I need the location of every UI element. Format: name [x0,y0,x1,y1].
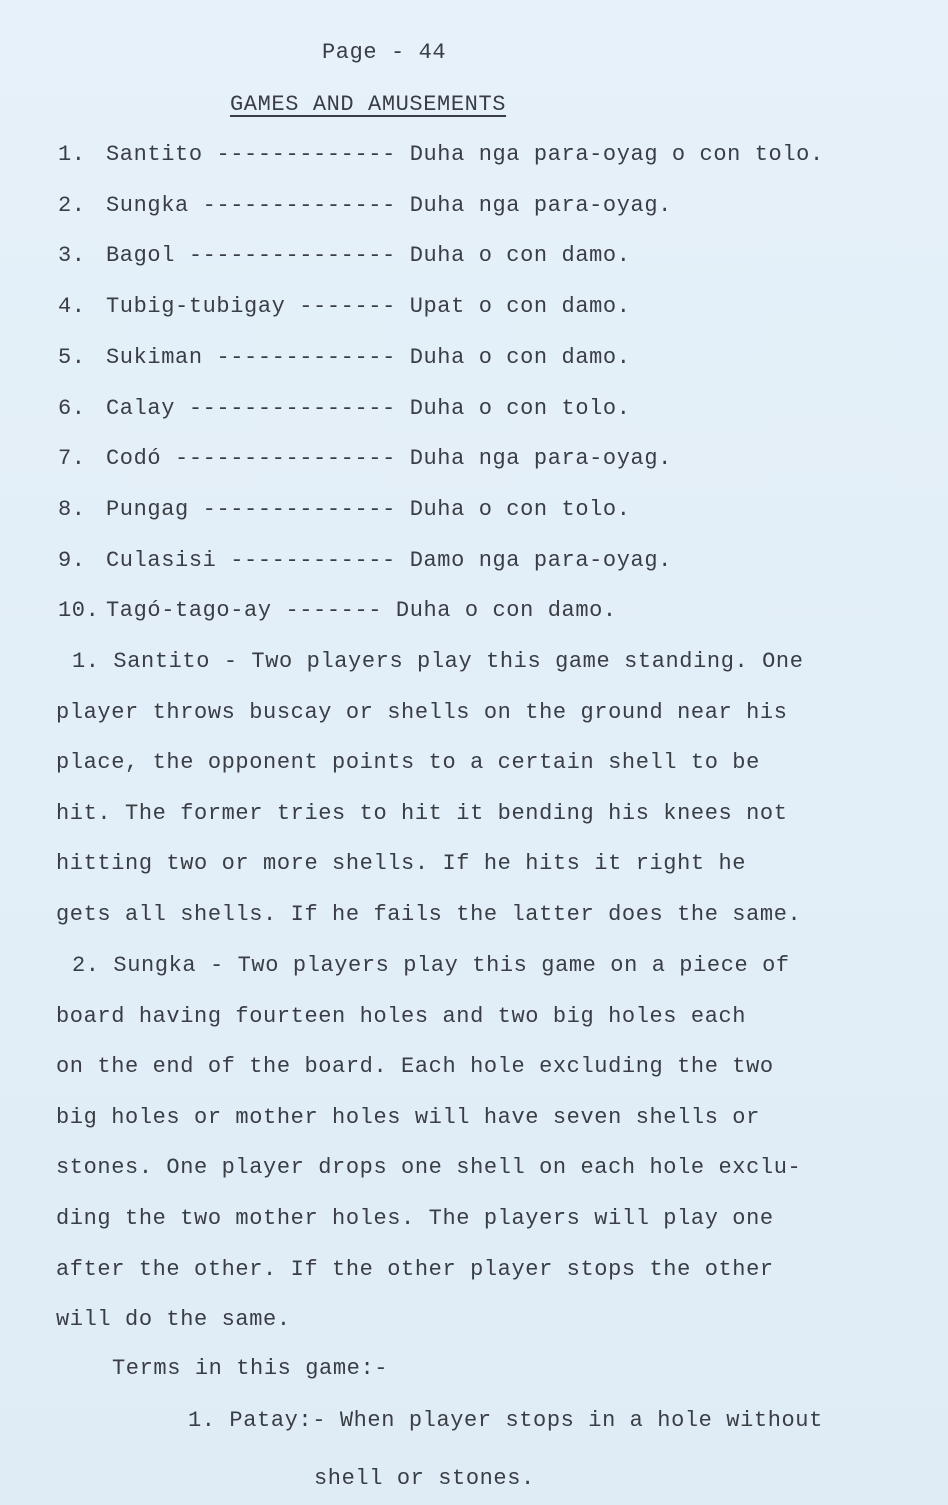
paragraph-line: 1. Santito - Two players play this game standing. One [72,649,804,674]
paragraph-line: ding the two mother holes. The players will play one [56,1206,774,1231]
game-list-item [58,396,631,422]
game-list-item [58,294,631,320]
paragraph-line: player throws buscay or shells on the ground near his [56,700,788,725]
term-patay-line-1: 1. Patay:- When player stops in a hole without [188,1408,823,1433]
game-number: 3. [58,243,86,268]
game-number: 8. [58,497,86,522]
game-name: Tubig-tubigay [106,294,286,319]
paragraph-line: on the end of the board. Each hole excluding the two [56,1054,774,1079]
game-name: Culasisi [106,548,217,573]
paragraph-line: gets all shells. If he fails the latter does the same. [56,902,802,927]
game-name: Tagó-tago-ay [106,598,272,623]
game-dashes: -------------- [202,497,396,522]
game-dashes: ------------ [230,548,396,573]
game-number: 9. [58,548,86,573]
paragraph-line: stones. One player drops one shell on each hole exclu- [56,1155,802,1180]
game-list-item [58,446,672,472]
game-name: Codó [106,446,162,471]
game-players: Duha o con tolo. [409,497,631,522]
game-players: Duha o con damo. [395,598,617,623]
game-players: Duha o con damo. [409,243,631,268]
game-number: 1. [58,142,86,167]
game-number: 4. [58,294,86,319]
game-name: Santito [106,142,203,167]
game-dashes: --------------- [188,396,396,421]
game-number: 2. [58,193,86,218]
game-dashes: ------- [285,598,383,623]
game-number: 10. [58,598,100,623]
game-list-item [58,548,672,574]
game-players: Duha o con damo. [409,345,631,370]
game-dashes: --------------- [188,243,396,268]
game-players: Damo nga para-oyag. [409,548,672,573]
game-name: Calay [106,396,176,421]
paragraph-line: hit. The former tries to hit it bending his knees not [56,801,788,826]
game-dashes: ------------- [216,142,396,167]
game-dashes: ------- [299,294,396,319]
game-players: Duha nga para-oyag. [409,446,672,471]
paragraph-line: will do the same. [56,1307,291,1332]
terms-heading: Terms in this game:- [112,1356,389,1381]
game-number: 5. [58,345,86,370]
page-number: Page - 44 [322,40,447,65]
game-list-item [58,142,824,168]
game-players: Duha nga para-oyag. [409,193,672,218]
paragraph-line: board having fourteen holes and two big holes each [56,1004,747,1029]
game-name: Bagol [106,243,176,268]
game-players: Upat o con damo. [409,294,631,319]
paragraph-line: big holes or mother holes will have seven shells or [56,1105,760,1130]
document-title: GAMES AND AMUSEMENTS [230,92,507,117]
game-list-item [58,193,672,219]
game-name: Sukiman [106,345,203,370]
game-dashes: ------------- [216,345,396,370]
game-dashes: -------------- [202,193,396,218]
game-name: Pungag [106,497,189,522]
game-number: 7. [58,446,86,471]
game-name: Sungka [106,193,189,218]
game-list-item [58,345,631,371]
game-dashes: ---------------- [175,446,396,471]
paragraph-line: place, the opponent points to a certain shell to be [56,750,760,775]
game-players: Duha nga para-oyag o con tolo. [409,142,824,167]
game-players: Duha o con tolo. [409,396,631,421]
paragraph-line: after the other. If the other player stops the other [56,1257,774,1282]
term-patay-line-2: shell or stones. [314,1466,535,1491]
paragraph-line: hitting two or more shells. If he hits it right he [56,851,747,876]
game-list-item [58,497,631,523]
game-list-item [58,598,617,624]
game-list-item [58,243,631,269]
game-number: 6. [58,396,86,421]
paragraph-line: 2. Sungka - Two players play this game on a piece of [72,953,790,978]
